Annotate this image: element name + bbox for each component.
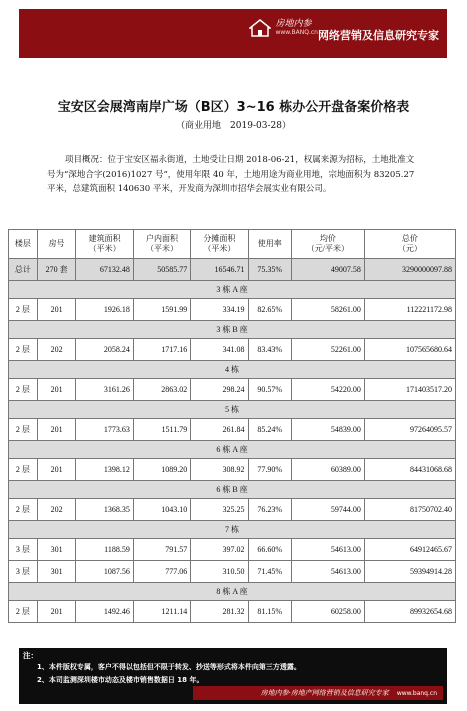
cell-floor: 2 层 xyxy=(9,601,38,623)
price-table xyxy=(8,229,456,623)
table-row xyxy=(9,379,456,401)
column-header: 户内面积 （平米） xyxy=(133,230,190,259)
cell-area: 1398.12 xyxy=(76,459,133,481)
cell-room: 202 xyxy=(37,339,76,361)
note-line: 2、本司监测深圳楼市动态及楼市销售数据日 18 年。 xyxy=(37,676,204,684)
table-body xyxy=(9,259,456,623)
cell-rate: 71.45% xyxy=(248,561,291,583)
table-row xyxy=(9,459,456,481)
cell-floor: 3 层 xyxy=(9,561,38,583)
header-logo xyxy=(249,13,439,43)
cell-avg: 59744.00 xyxy=(291,499,364,521)
note-heading: 注： xyxy=(23,651,38,660)
cell-area: 1188.59 xyxy=(76,539,133,561)
cell-price: 84431068.68 xyxy=(364,459,455,481)
section-row xyxy=(9,361,456,379)
cell-rate: 85.24% xyxy=(248,419,291,441)
cell-price: 3290000097.88 xyxy=(364,259,455,281)
cell-floor: 2 层 xyxy=(9,379,38,401)
total-row xyxy=(9,259,456,281)
cell-price: 64912465.67 xyxy=(364,539,455,561)
cell-inner: 1511.79 xyxy=(133,419,190,441)
footer-notes xyxy=(19,648,447,704)
column-header: 分摊面积 （平米） xyxy=(191,230,248,259)
table-row xyxy=(9,339,456,361)
brand-text-group xyxy=(275,19,318,37)
cell-inner: 1211.14 xyxy=(133,601,190,623)
column-header: 使用率 xyxy=(248,230,291,259)
cell-shared: 334.19 xyxy=(191,299,248,321)
section-row xyxy=(9,521,456,539)
page-title: 宝安区会展湾南岸广场（B区）3~16 栋办公开盘备案价格表 xyxy=(57,100,410,115)
cell-floor: 2 层 xyxy=(9,499,38,521)
cell-price: 59394914.28 xyxy=(364,561,455,583)
cell-avg: 60258.00 xyxy=(291,601,364,623)
cell-floor: 2 层 xyxy=(9,339,38,361)
cell-price: 112221172.98 xyxy=(364,299,455,321)
cell-room: 201 xyxy=(37,379,76,401)
cell-price: 89932654.68 xyxy=(364,601,455,623)
cell-area: 1087.56 xyxy=(76,561,133,583)
section-row xyxy=(9,401,456,419)
table-row xyxy=(9,299,456,321)
cell-avg: 49007.58 xyxy=(291,259,364,281)
cell-room: 202 xyxy=(37,499,76,521)
cell-rate: 83.43% xyxy=(248,339,291,361)
column-header: 房号 xyxy=(37,230,76,259)
column-header: 总价 （元） xyxy=(364,230,455,259)
cell-inner: 1089.20 xyxy=(133,459,190,481)
table-row xyxy=(9,561,456,583)
cell-room: 201 xyxy=(37,299,76,321)
cell-shared: 308.92 xyxy=(191,459,248,481)
cell-area: 1368.35 xyxy=(76,499,133,521)
table-row xyxy=(9,499,456,521)
cell-rate: 66.60% xyxy=(248,539,291,561)
cell-avg: 58261.00 xyxy=(291,299,364,321)
building-label: 3 栋 B 座 xyxy=(9,321,456,339)
section-row xyxy=(9,321,456,339)
cell-price: 107565680.64 xyxy=(364,339,455,361)
note-line: 1、本件版权专属，客户不得以包括但不限于转发、抄送等形式将本件向第三方透露。 xyxy=(37,663,301,671)
cell-avg: 60389.00 xyxy=(291,459,364,481)
cell-rate: 90.57% xyxy=(248,379,291,401)
cell-shared: 310.50 xyxy=(191,561,248,583)
cell-floor: 2 层 xyxy=(9,299,38,321)
cell-avg: 54613.00 xyxy=(291,561,364,583)
cell-shared: 341.08 xyxy=(191,339,248,361)
cell-room: 270 套 xyxy=(37,259,76,281)
cell-shared: 16546.71 xyxy=(191,259,248,281)
brand-url: www.BANQ.cn xyxy=(275,29,318,36)
cell-inner: 1717.16 xyxy=(133,339,190,361)
cell-area: 3161.26 xyxy=(76,379,133,401)
cell-room: 201 xyxy=(37,601,76,623)
cell-area: 67132.48 xyxy=(76,259,133,281)
cell-avg: 54839.00 xyxy=(291,419,364,441)
building-label: 5 栋 xyxy=(9,401,456,419)
cell-area: 1926.18 xyxy=(76,299,133,321)
header-banner xyxy=(19,9,447,58)
cell-floor: 2 层 xyxy=(9,419,38,441)
cell-price: 81750702.40 xyxy=(364,499,455,521)
cell-shared: 261.84 xyxy=(191,419,248,441)
cell-rate: 82.65% xyxy=(248,299,291,321)
cell-rate: 81.15% xyxy=(248,601,291,623)
cell-price: 171403517.20 xyxy=(364,379,455,401)
cell-floor: 3 层 xyxy=(9,539,38,561)
column-header: 建筑面积 （平米） xyxy=(76,230,133,259)
cell-inner: 50585.77 xyxy=(133,259,190,281)
cell-price: 97264095.57 xyxy=(364,419,455,441)
cell-rate: 76.23% xyxy=(248,499,291,521)
cell-avg: 52261.00 xyxy=(291,339,364,361)
building-label: 8 栋 A 座 xyxy=(9,583,456,601)
cell-shared: 397.02 xyxy=(191,539,248,561)
building-label: 4 栋 xyxy=(9,361,456,379)
footer-brand-bar xyxy=(193,686,443,700)
cell-avg: 54220.00 xyxy=(291,379,364,401)
house-icon xyxy=(249,19,271,37)
cell-area: 2058.24 xyxy=(76,339,133,361)
cell-inner: 791.57 xyxy=(133,539,190,561)
building-label: 3 栋 A 座 xyxy=(9,281,456,299)
cell-rate: 75.35% xyxy=(248,259,291,281)
column-header: 均价 （元/平米） xyxy=(291,230,364,259)
cell-inner: 777.06 xyxy=(133,561,190,583)
table-row xyxy=(9,601,456,623)
table-row xyxy=(9,419,456,441)
cell-inner: 1591.99 xyxy=(133,299,190,321)
cell-shared: 298.24 xyxy=(191,379,248,401)
cell-room: 201 xyxy=(37,459,76,481)
cell-area: 1773.63 xyxy=(76,419,133,441)
page-subtitle: （商业用地 2019-03-28） xyxy=(176,121,291,131)
cell-room: 301 xyxy=(37,539,76,561)
cell-area: 1492.46 xyxy=(76,601,133,623)
cell-room: 301 xyxy=(37,561,76,583)
table-row xyxy=(9,539,456,561)
section-row xyxy=(9,481,456,499)
cell-room: 201 xyxy=(37,419,76,441)
cell-avg: 54613.00 xyxy=(291,539,364,561)
cell-floor: 2 层 xyxy=(9,459,38,481)
project-summary: 项目概况：位于宝安区福永街道，土地受让日期 2018-06-21，权属来源为招标，土地批准文号为“深地合字(2016)1027 号”，使用年限 40 年，土地用途为商业用地，宗地面积为 83205.27 平米，总建筑面积 140630 平米，开发商为深圳市招华会展实业有限公司。 xyxy=(47,155,415,194)
footer-brand: 房地内参·房地产网络营销及信息研究专家 xyxy=(260,689,389,697)
cell-rate: 77.90% xyxy=(248,459,291,481)
section-row xyxy=(9,281,456,299)
building-label: 6 栋 B 座 xyxy=(9,481,456,499)
cell-shared: 325.25 xyxy=(191,499,248,521)
footer-url: www.banq.cn xyxy=(396,689,437,697)
building-label: 6 栋 A 座 xyxy=(9,441,456,459)
column-header: 楼层 xyxy=(9,230,38,259)
table-header-row xyxy=(9,230,456,259)
cell-inner: 1043.10 xyxy=(133,499,190,521)
brand-slogan: 网络营销及信息研究专家 xyxy=(318,29,439,42)
building-label: 7 栋 xyxy=(9,521,456,539)
cell-floor: 总计 xyxy=(9,259,38,281)
cell-inner: 2863.02 xyxy=(133,379,190,401)
brand-name: 房地内参 xyxy=(275,19,312,29)
cell-shared: 281.32 xyxy=(191,601,248,623)
section-row xyxy=(9,583,456,601)
section-row xyxy=(9,441,456,459)
